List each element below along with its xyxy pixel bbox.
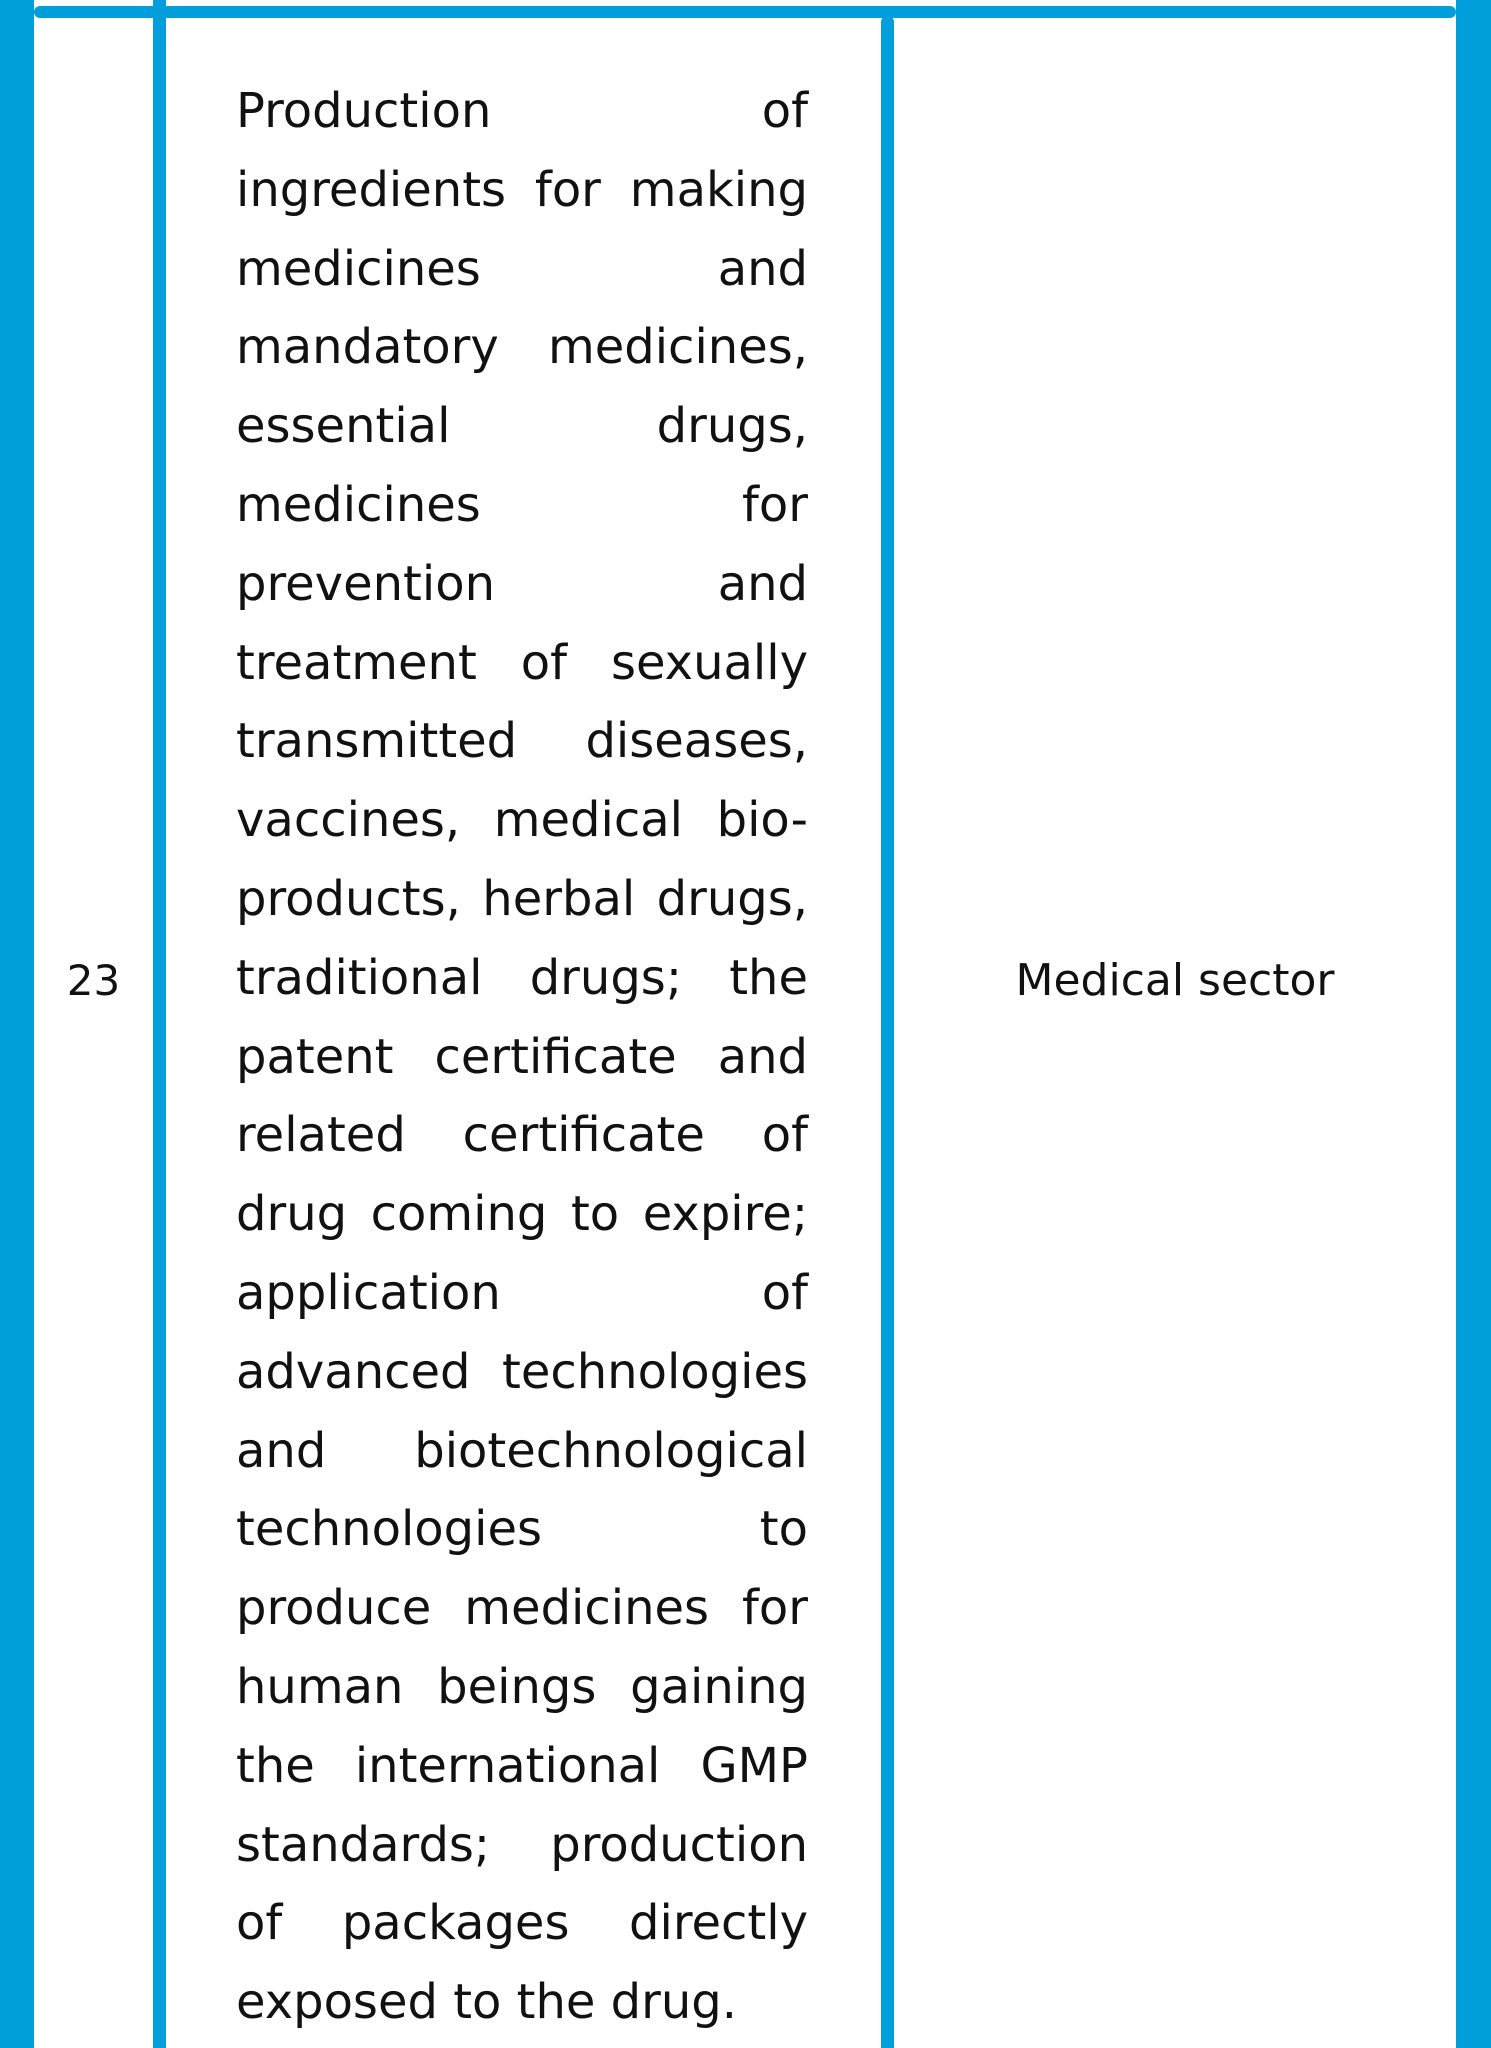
row-number-cell <box>34 18 153 2048</box>
column-divider-2 <box>881 16 894 2048</box>
table-right-border <box>1456 0 1491 2048</box>
table-top-border <box>34 6 1456 18</box>
table-left-border <box>0 0 34 2048</box>
row-description: Production of ingredients for making medicines and mandatory medicines, essential drugs, medicines for prevention and treatment of sexually transmitted diseases, vaccines, medical bio-products, herbal drugs, traditional drugs; the patent certificate and related certificate of drug coming to expire; application of advanced technologies and biotechnological technologies to produce medicines for human beings gaining the international GMP standards; production of packages directly exposed to the drug. <box>236 83 808 2031</box>
row-number: 23 <box>66 955 121 1005</box>
row-sector-cell <box>894 18 1456 2048</box>
row-sector: Medical sector <box>1015 954 1335 1006</box>
column-divider-1 <box>153 0 166 2048</box>
